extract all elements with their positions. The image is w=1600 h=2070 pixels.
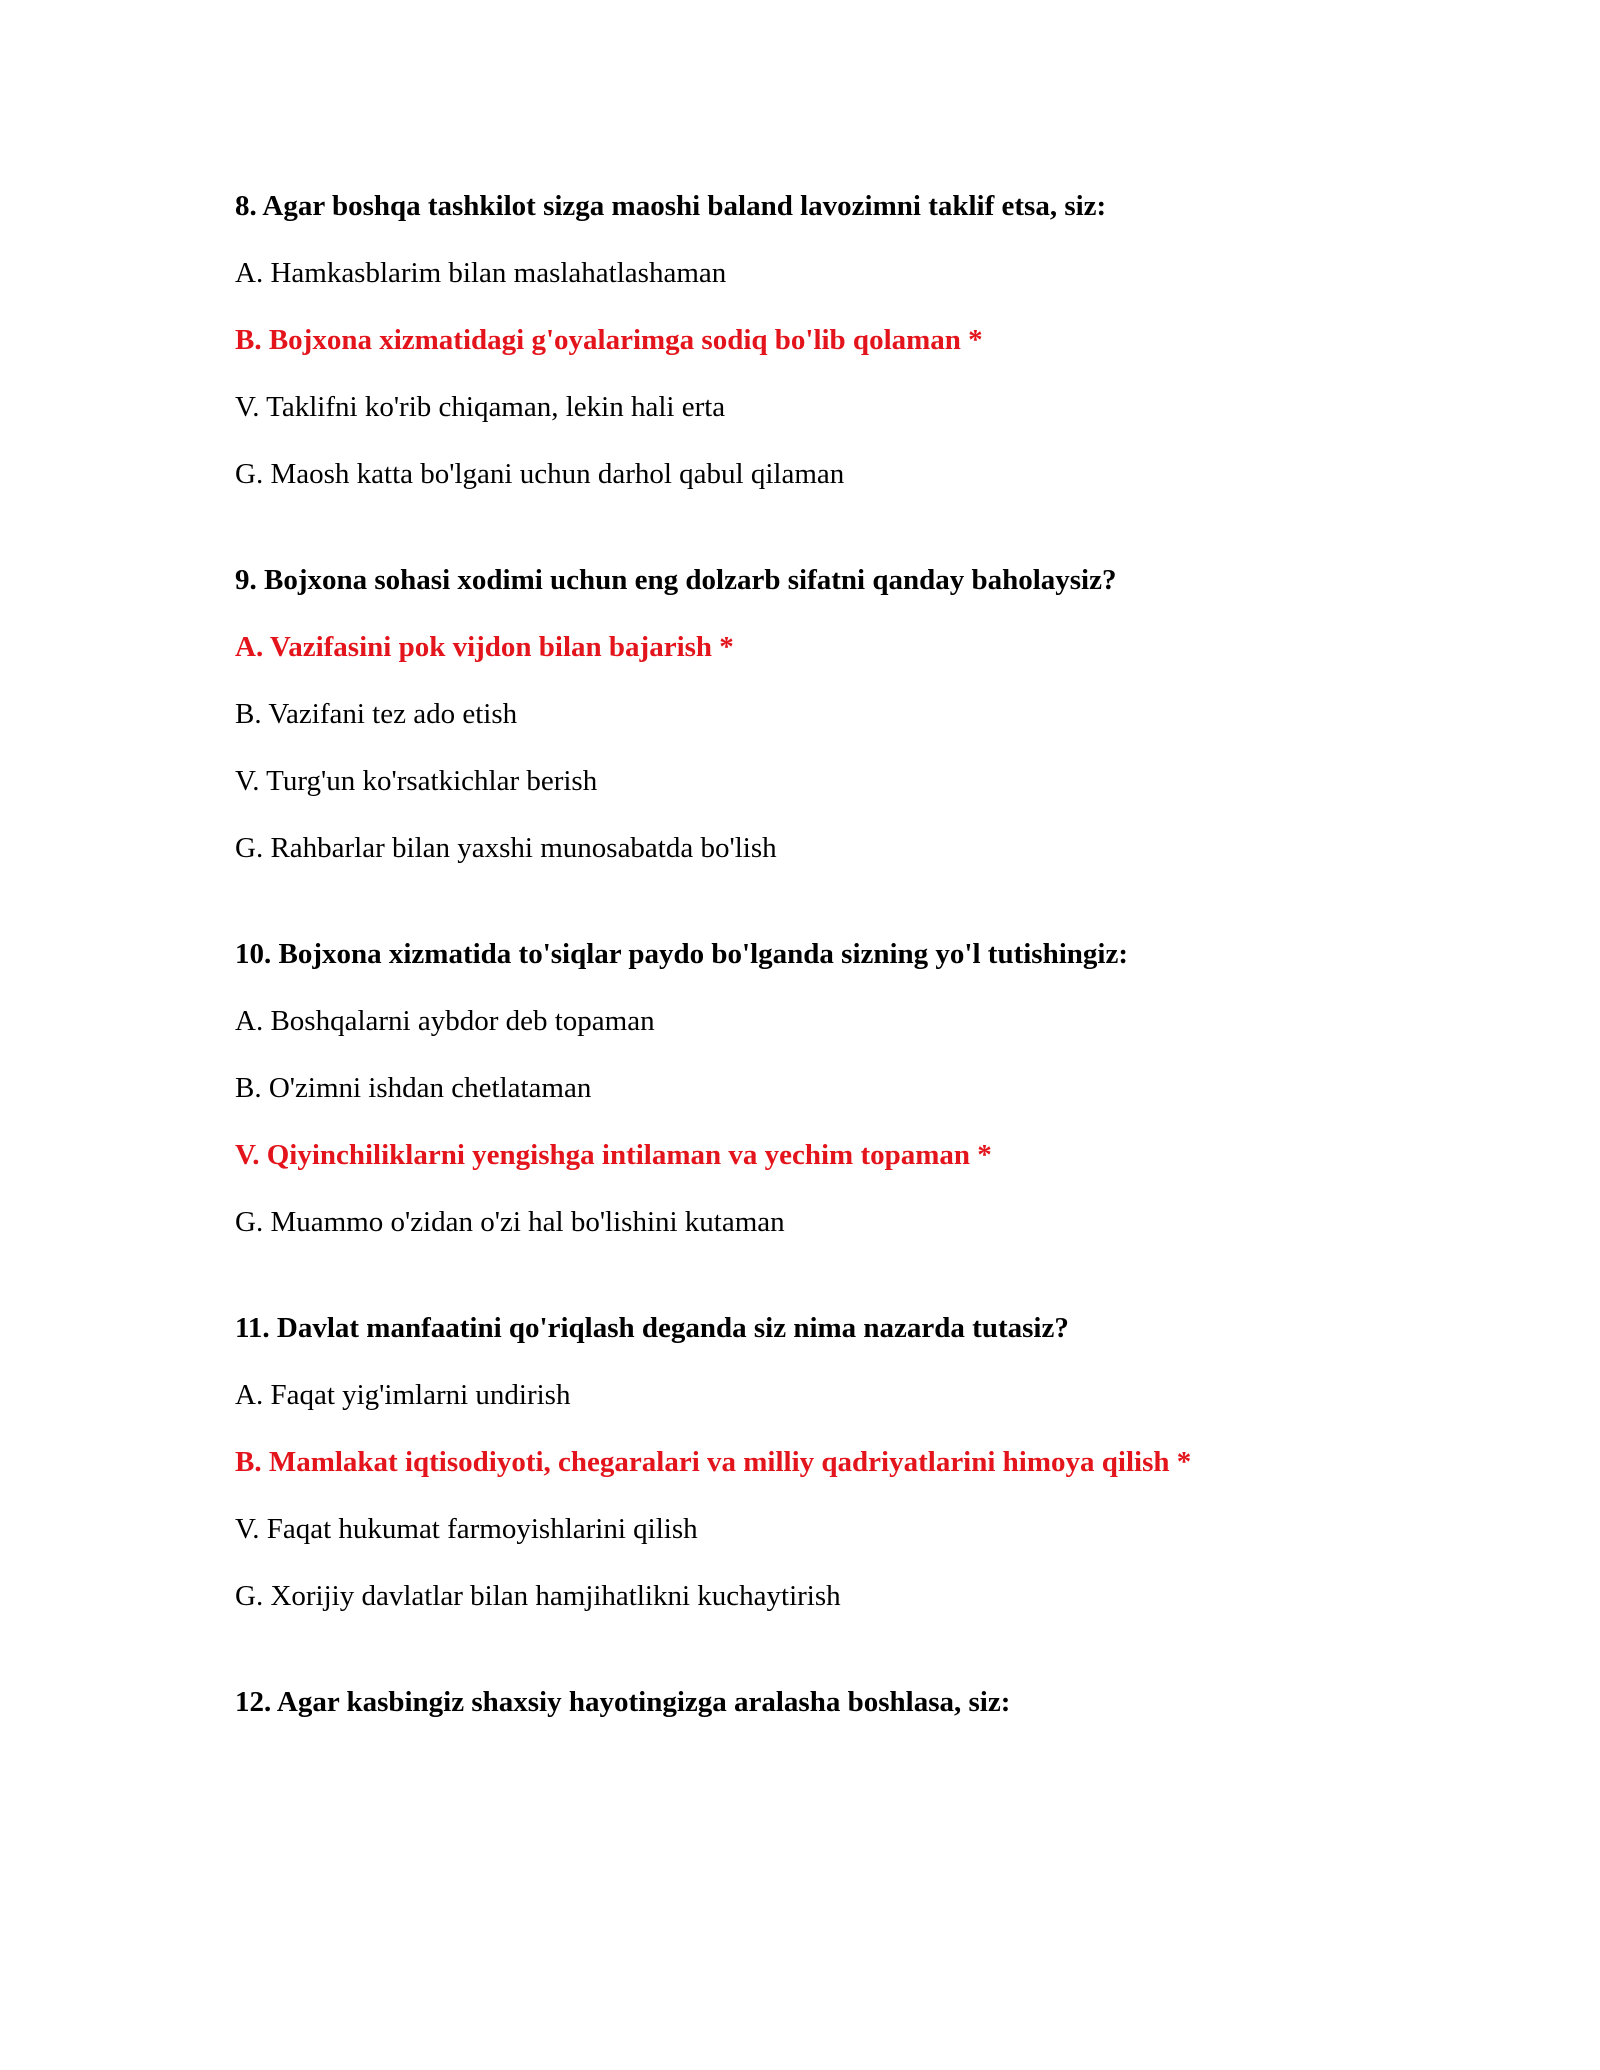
answer-option: V. Turg'un ko'rsatkichlar berish [235, 765, 598, 797]
answer-option-correct: B. Mamlakat iqtisodiyoti, chegaralari va milliy qadriyatlarini himoya qilish * [235, 1446, 1192, 1478]
answer-option: B. Vazifani tez ado etish [235, 698, 518, 730]
answer-option: G. Muammo o'zidan o'zi hal bo'lishini kutaman [235, 1206, 785, 1238]
question-block [235, 560, 1435, 868]
question-block [235, 1308, 1435, 1616]
quiz-content [235, 186, 1435, 1788]
question-text: 10. Bojxona xizmatida to'siqlar paydo bo'lganda sizning yo'l tutishingiz: [235, 938, 1128, 970]
answer-option: A. Hamkasblarim bilan maslahatlashaman [235, 257, 727, 289]
question-block [235, 934, 1435, 1242]
answer-option-correct: B. Bojxona xizmatidagi g'oyalarimga sodiq bo'lib qolaman * [235, 324, 983, 356]
question-text: 11. Davlat manfaatini qo'riqlash deganda siz nima nazarda tutasiz? [235, 1312, 1069, 1344]
answer-option: G. Maosh katta bo'lgani uchun darhol qabul qilaman [235, 458, 845, 490]
question-text: 9. Bojxona sohasi xodimi uchun eng dolzarb sifatni qanday baholaysiz? [235, 564, 1117, 596]
answer-option: V. Faqat hukumat farmoyishlarini qilish [235, 1513, 698, 1545]
answer-option: G. Rahbarlar bilan yaxshi munosabatda bo'lish [235, 832, 777, 864]
question-text: 8. Agar boshqa tashkilot sizga maoshi baland lavozimni taklif etsa, siz: [235, 190, 1107, 222]
answer-option: V. Taklifni ko'rib chiqaman, lekin hali erta [235, 391, 726, 423]
answer-option-correct: V. Qiyinchiliklarni yengishga intilaman va yechim topaman * [235, 1139, 992, 1171]
answer-option: A. Boshqalarni aybdor deb topaman [235, 1005, 655, 1037]
answer-option: A. Faqat yig'imlarni undirish [235, 1379, 571, 1411]
question-block [235, 1682, 1435, 1722]
answer-option: B. O'zimni ishdan chetlataman [235, 1072, 592, 1104]
question-text: 12. Agar kasbingiz shaxsiy hayotingizga aralasha boshlasa, siz: [235, 1686, 1011, 1718]
answer-option-correct: A. Vazifasini pok vijdon bilan bajarish * [235, 631, 734, 663]
question-block [235, 186, 1435, 494]
answer-option: G. Xorijiy davlatlar bilan hamjihatlikni kuchaytirish [235, 1580, 841, 1612]
